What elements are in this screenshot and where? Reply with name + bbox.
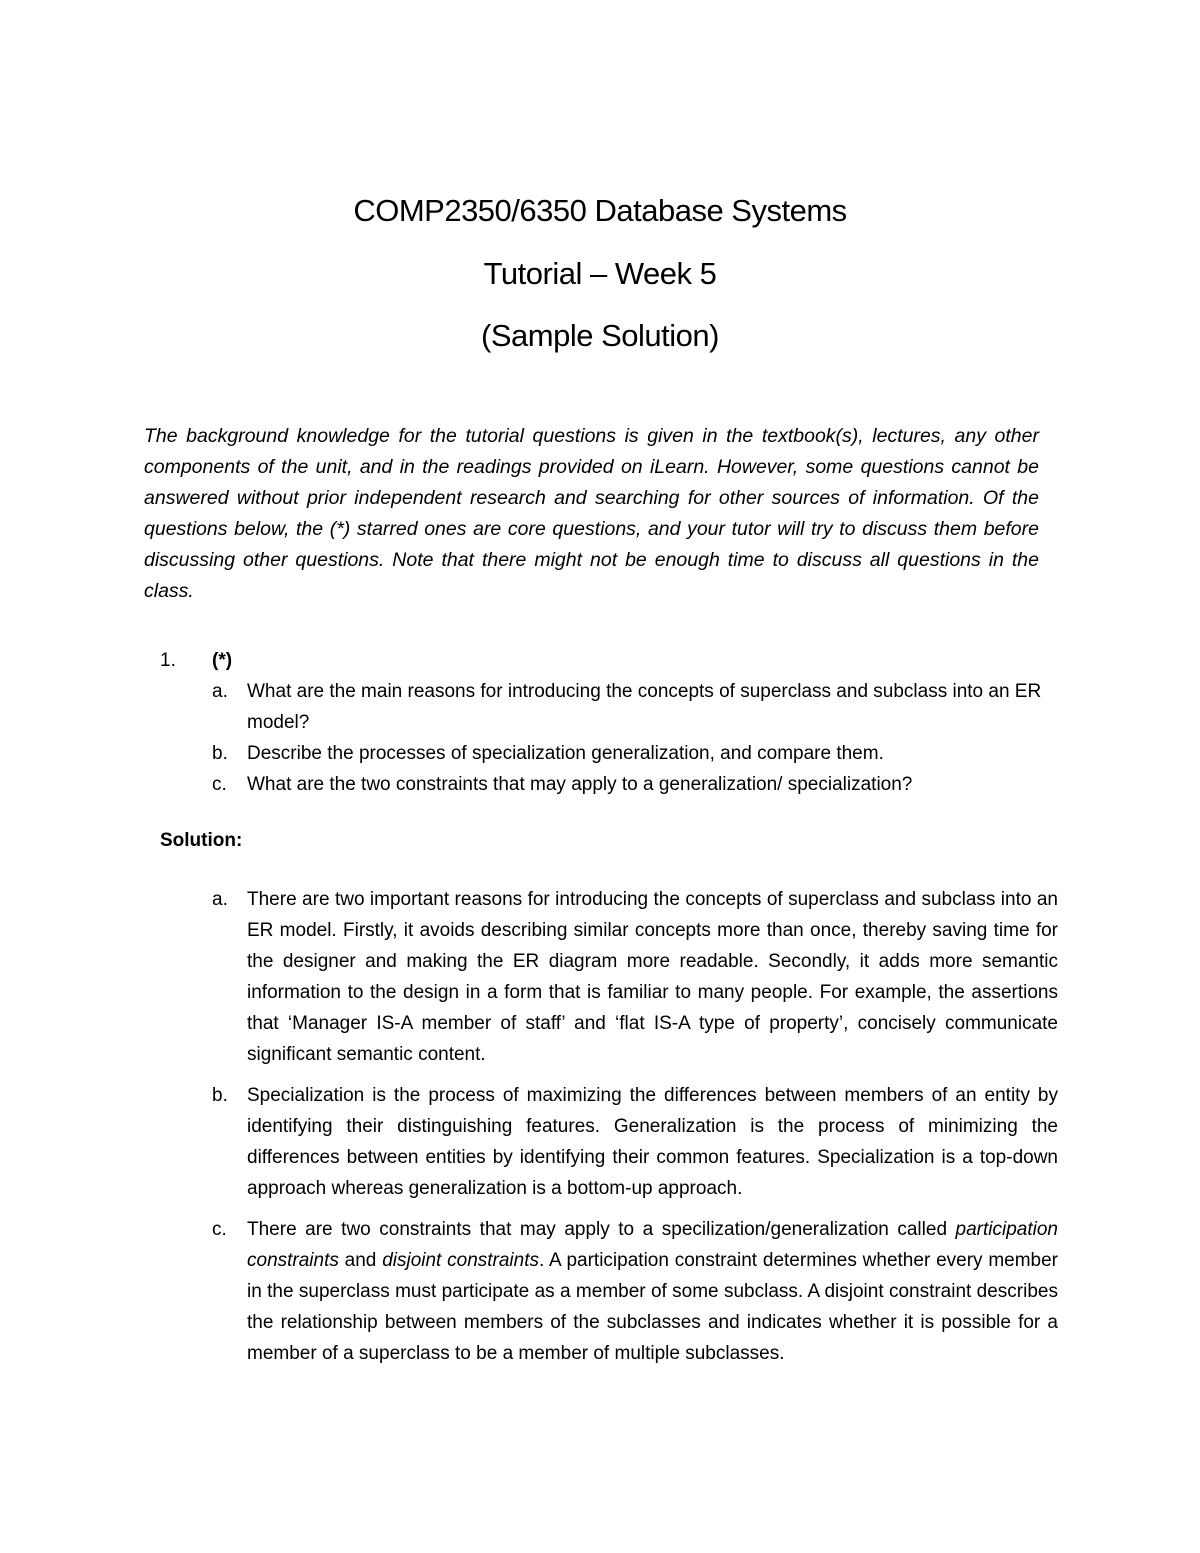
answer-text: Specialization is the process of maximizing the differences between members of an entity by identifying their distinguishing features. Generalization is the process of minimizing the differences between entities by identifying their common features. Specialization is a top-down approach whereas generalization is a bottom-up approach. — [247, 1085, 1058, 1199]
intro-paragraph: The background knowledge for the tutorial questions is given in the textbook(s), lectures, any other components of the unit, and in the readings provided on iLearn. However, some questions cannot be answered without prior independent research and searching for other sources of information. Of the questions below, the (*) starred ones are core questions, and your tutor will try to discuss them before discussing other questions. Note that there might not be enough time to discuss all questions in the class. — [144, 425, 1039, 602]
subpart-letter: c. — [212, 774, 227, 795]
answer-text: There are two important reasons for introducing the concepts of superclass and subclass into an ER model. Firstly, it avoids describing similar concepts more than once, thereby saving time for the designer and making the ER diagram more readable. Secondly, it adds more semantic information to the design in a form that is familiar to many people. For example, the assertions that ‘Manager IS-A member of staff’ and ‘flat IS-A type of property’, concisely communicate significant semantic content. — [247, 889, 1058, 1065]
subpart-letter: a. — [212, 681, 228, 702]
question-subparts — [212, 676, 1062, 800]
emphasized-term: disjoint constraints — [382, 1250, 540, 1271]
subpart-text: What are the two constraints that may apply to a generalization/ specialization? — [247, 774, 913, 795]
answer-letter: c. — [212, 1219, 227, 1240]
emphasized-term: participation constraints — [247, 1219, 1058, 1271]
question-subpart-b — [212, 738, 1062, 769]
answer-letter: b. — [212, 1085, 228, 1106]
answer-a — [212, 884, 1058, 1070]
subpart-text: What are the main reasons for introducing the concepts of superclass and subclass into an ER model? — [247, 681, 1042, 733]
tutorial-week-title: Tutorial – Week 5 — [483, 256, 717, 291]
sample-solution-title: (Sample Solution) — [481, 318, 719, 353]
answer-b — [212, 1080, 1058, 1204]
subpart-text: Describe the processes of specialization generalization, and compare them. — [247, 743, 884, 764]
question-subpart-c — [212, 769, 1062, 800]
answer-letter: a. — [212, 889, 228, 910]
core-question-marker: (*) — [212, 650, 233, 671]
question-subpart-a — [212, 676, 1062, 738]
solution-answers — [212, 884, 1058, 1379]
answer-text-part: There are two constraints that may apply to a specilization/generalization called — [247, 1219, 956, 1240]
course-title: COMP2350/6350 Database Systems — [353, 193, 847, 228]
answer-text-part: . A participation constraint determines whether every member in the superclass must participate as a member of some subclass. A disjoint constraint describes the relationship between members of the subclasses and indicates whether it is possible for a member of a superclass to be a member of multiple subclasses. — [247, 1250, 1059, 1364]
subpart-letter: b. — [212, 743, 228, 764]
answer-c — [212, 1214, 1058, 1369]
answer-text-part: and — [338, 1250, 383, 1271]
question-number: 1. — [160, 650, 176, 671]
solution-heading: Solution: — [160, 830, 243, 851]
answer-text — [247, 1214, 1058, 1369]
